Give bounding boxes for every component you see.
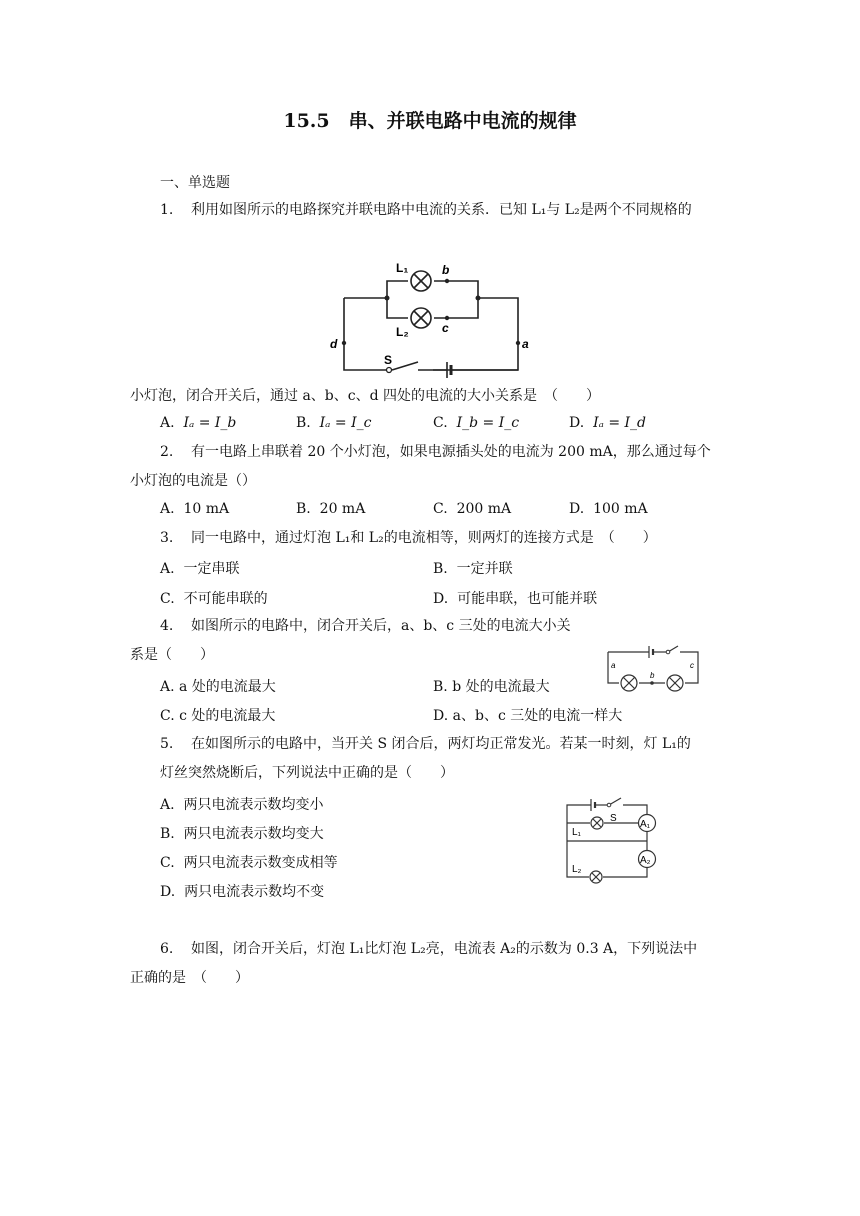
q5-label-A1: A₁ [640, 819, 651, 830]
q4-label-c: c [690, 661, 694, 670]
q2-number: 2. [160, 444, 174, 460]
q6-text-line1: 如图，闭合开关后，灯泡 L₁比灯泡 L₂亮，电流表 A₂的示数为 0.3 A，下列说法中 [191, 941, 698, 957]
q5-option-b[interactable]: B. 两只电流表示数均变大 [160, 826, 324, 842]
q4-number: 4. [160, 618, 174, 634]
q2-option-b[interactable]: B. 20 mA [296, 501, 366, 517]
q5-label-S: S [610, 813, 617, 824]
q1-option-b[interactable]: B. Iₐ = I_c [296, 415, 372, 431]
q3-option-b[interactable]: B. 一定并联 [433, 561, 513, 577]
page-title: 15.5 串、并联电路中电流的规律 [283, 110, 577, 132]
q1-label-L1: L₁ [396, 261, 409, 275]
q5-label-A2: A₂ [640, 855, 651, 866]
q3-option-c[interactable]: C. 不可能串联的 [160, 591, 268, 607]
q5-option-c[interactable]: C. 两只电流表示数变成相等 [160, 855, 338, 871]
q1-label-S: S [384, 353, 393, 367]
q2-option-a[interactable]: A. 10 mA [160, 501, 230, 517]
q1-label-d: d [330, 337, 338, 351]
q4-option-a[interactable]: A. a 处的电流最大 [160, 679, 276, 695]
q6-number: 6. [160, 941, 174, 957]
q1-option-d[interactable]: D. Iₐ = I_d [569, 415, 647, 431]
q1-label-c: c [442, 321, 449, 335]
q4-label-b: b [650, 671, 655, 680]
q4-text-line1: 如图所示的电路中，闭合开关后，a、b、c 三处的电流大小关 [191, 618, 571, 634]
q3-number: 3. [160, 530, 174, 546]
q1-label-a: a [522, 337, 529, 351]
q2-text-line2: 小灯泡的电流是（） [130, 473, 256, 489]
q4-label-a: a [611, 661, 616, 670]
q5-option-a[interactable]: A. 两只电流表示数均变小 [160, 797, 324, 813]
q1-option-a[interactable]: A. Iₐ = I_b [160, 415, 237, 431]
q1-circuit-diagram [330, 258, 540, 383]
q5-number: 5. [160, 736, 174, 752]
q1-text-line1: 利用如图所示的电路探究并联电路中电流的关系．已知 L₁与 L₂是两个不同规格的 [191, 202, 692, 218]
q1-label-b: b [442, 263, 450, 277]
q5-label-L1: L₁ [572, 827, 581, 838]
q1-label-L2: L₂ [396, 325, 409, 339]
q4-option-d[interactable]: D. a、b、c 三处的电流一样大 [433, 708, 623, 724]
q5-text-line2: 灯丝突然烧断后，下列说法中正确的是（ ） [160, 765, 454, 781]
q1-option-c[interactable]: C. I_b = I_c [433, 415, 520, 431]
q5-option-d[interactable]: D. 两只电流表示数均不变 [160, 884, 325, 900]
q2-option-c[interactable]: C. 200 mA [433, 501, 512, 517]
q4-text-line2: 系是（ ） [130, 647, 214, 663]
q4-option-b[interactable]: B. b 处的电流最大 [433, 679, 550, 695]
q2-option-d[interactable]: D. 100 mA [569, 501, 648, 517]
q6-text-line2: 正确的是 （ ） [130, 970, 249, 986]
q4-option-c[interactable]: C. c 处的电流最大 [160, 708, 276, 724]
section-heading: 一、单选题 [160, 175, 230, 191]
q1-text-line2: 小灯泡，闭合开关后，通过 a、b、c、d 四处的电流的大小关系是 （ ） [130, 388, 601, 404]
q5-label-L2: L₂ [572, 864, 582, 875]
q2-text-line1: 有一电路上串联着 20 个小灯泡，如果电源插头处的电流为 200 mA，那么通过每个 [191, 444, 711, 460]
q3-option-a[interactable]: A. 一定串联 [160, 561, 240, 577]
q4-circuit-diagram [604, 640, 704, 695]
q5-text-line1: 在如图所示的电路中，当开关 S 闭合后，两灯均正常发光。若某一时刻，灯 L₁的 [191, 736, 691, 752]
q3-text-line1: 同一电路中，通过灯泡 L₁和 L₂的电流相等，则两灯的连接方式是 （ ） [191, 530, 657, 546]
q3-option-d[interactable]: D. 可能串联，也可能并联 [433, 591, 598, 607]
q1-number: 1. [160, 202, 174, 218]
q5-circuit-diagram [563, 797, 663, 887]
